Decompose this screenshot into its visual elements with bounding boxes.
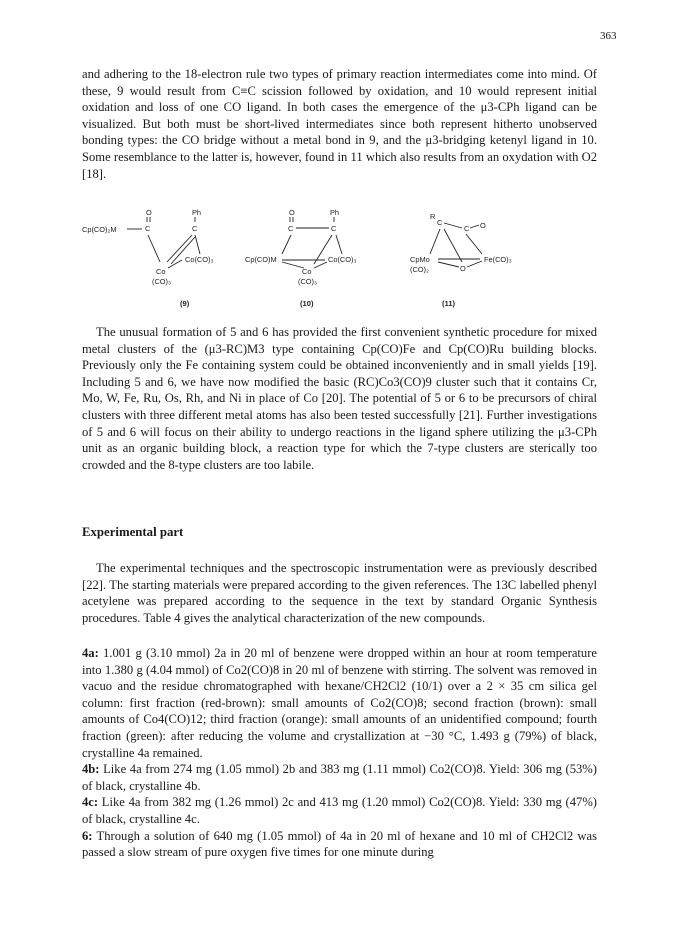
s11-bond-c-c [444, 223, 462, 228]
s10-c1-label: C [288, 224, 294, 233]
s10-ph-label: Ph [330, 208, 340, 217]
s10-co-label: Co [302, 267, 312, 276]
s11-bond-o-fe [467, 261, 482, 267]
s9-co3-label: (CO)₃ [152, 277, 172, 286]
s11-bond-c-mo [430, 229, 440, 254]
s10-bond-m-co [282, 262, 304, 268]
s10-bond-coco-co [314, 262, 327, 268]
s10-co3-label: (CO)₃ [298, 277, 318, 286]
procedure-list [82, 645, 597, 861]
section-heading-experimental: Experimental part [82, 525, 184, 539]
s9-c2-label: C [192, 224, 198, 233]
procedure-4a-key: 4a: [82, 646, 99, 660]
s11-ketene-c-label: C [464, 224, 470, 233]
s9-bond-c1-co [148, 235, 160, 262]
s10-bond-c1-m [282, 235, 291, 254]
paragraph-mixed-metal-clusters: The unusual formation of 5 and 6 has provided the first convenient synthetic procedure for mixed metal clusters of the (μ3-RC)M3 type containing Cp(CO)Fe and Cp(CO)Ru building blocks. Previously only the Fe containing system could be obtained inconveniently and in small yields [19]. Including 5 and 6, we have now modified the basic (RC)Co3(CO)9 cluster such that it contains Cr, Mo, W, Fe, Ru, Os, Rh, and Ni in place of Co [20]. The potential of 5 or 6 to be precursors of chiral clusters with three different metal atoms has also been tested successfully [21]. Further investigations of 5 and 6 will focus on their ability to undergo reactions in the ligand sphere utilizing the μ3-CPh unit as an organic building block, a reaction type for which the 7-type clusters are sterically too crowded and the 8-type clusters are too labile. [82, 325, 597, 472]
procedure-4a [82, 646, 597, 760]
s10-o-label: O [289, 208, 295, 217]
s10-coco-label: Co(CO)₃ [328, 255, 357, 264]
s11-c-label: C [437, 218, 443, 227]
s11-bond-c-fe [466, 234, 482, 254]
s10-c2-label: C [331, 224, 337, 233]
s9-cp-label: Cp(CO)₂M [82, 225, 117, 234]
reaction-scheme [82, 204, 597, 310]
procedure-4c-text: Like 4a from 382 mg (1.26 mmol) 2c and 413 mg (1.20 mmol) Co2(CO)8. Yield: 330 mg (47%) of black, crystalline 4c. [82, 795, 597, 826]
s10-cp-label: Cp(CO)M [245, 255, 277, 264]
s9-bond-co-co [168, 260, 182, 268]
structure-9 [82, 208, 213, 308]
procedure-4a-text: 1.001 g (3.10 mmol) 2a in 20 ml of benzene were dropped within an hour at room temperature into 1.380 g (4.04 mmol) of Co2(CO)8 in 20 ml of benzene with stirring. The solvent was removed in vacuo and the residue chromatographed with hexane/CH2Cl2 (10/1) over a 2 × 35 cm silica gel column: first fraction (red-brown): small amounts of Co2(CO)8; second fraction (brown): small amounts of Co4(CO)12; third fraction (orange): small amounts of an unidentified compound; fourth fraction (green): after reducing the volume and crystallization at −30 °C, 1.493 g (79%) of black, crystalline 4a remained. [82, 646, 597, 760]
procedure-4c [82, 794, 597, 827]
procedure-6 [82, 828, 597, 861]
s10-number-label: (10) [300, 299, 314, 308]
s11-bond-c-o3 [444, 229, 462, 262]
paragraph-experimental-techniques: The experimental techniques and the spectroscopic instrumentation were as previously described [22]. The starting materials were prepared according to the given references. The 13C labelled phenyl acetylene was prepared according to the sequence in the text by standard Organic Synthesis procedures. Table 4 gives the analytical characterization of the new compounds. [82, 561, 597, 625]
s10-bond-c2-coco [336, 235, 342, 254]
paragraph-intermediates: and adhering to the 18-electron rule two types of primary reaction intermediates come into mind. Of these, 9 would result from C≡C scission followed by oxidation, and 10 would represent initial oxidation and loss of one CO ligand. In both cases the emergence of the μ3-CPh ligand can be visualized. But both must be short-lived intermediates since both represent hitherto unobserved bonding types: the CO bridge without a metal bond in 9, and the μ3-bridging ketenyl ligand in 10. Some resemblance to the latter is, however, found in 11 which also results from an oxydation with O2 [18]. [82, 67, 597, 181]
structure-10 [245, 208, 356, 308]
procedure-6-text: Through a solution of 640 mg (1.05 mmol) of 4a in 20 ml of hexane and 10 ml of CH2Cl2 was passed a slow stream of pure oxygen five times for one minute during [82, 828, 597, 860]
procedure-4b-text: Like 4a from 274 mg (1.05 mmol) 2b and 383 mg (1.11 mmol) Co2(CO)8. Yield: 306 mg (53%) of black, crystalline 4b. [82, 762, 597, 793]
page-number: 363 [600, 30, 617, 42]
s11-r-label: R [430, 212, 436, 221]
s9-o-label: O [146, 208, 152, 217]
s11-ketene-o-label: O [480, 221, 486, 230]
s9-ph-label: Ph [192, 208, 202, 217]
s11-cp2-label: (CO)₂ [410, 265, 429, 274]
s9-bond-c2-coco [195, 235, 200, 254]
procedure-6-key: 6: [82, 828, 93, 843]
s11-cpmo-label: CpMo [410, 255, 430, 264]
s9-number-label: (9) [180, 299, 190, 308]
s11-o-label: O [460, 264, 466, 273]
s9-co-label: Co [156, 267, 166, 276]
procedure-4b-key: 4b: [82, 762, 100, 777]
s9-coco-label: Co(CO)₃ [185, 255, 214, 264]
s11-bond-mo-o [438, 262, 459, 267]
s9-c1-label: C [145, 224, 151, 233]
procedure-4b [82, 761, 597, 794]
procedure-4c-key: 4c: [82, 795, 99, 810]
structure-11 [410, 212, 512, 308]
scheme-svg [82, 204, 597, 310]
s11-fe-label: Fe(CO)₃ [484, 255, 512, 264]
s11-number-label: (11) [442, 299, 456, 308]
s11-bond-c-o [470, 225, 479, 228]
